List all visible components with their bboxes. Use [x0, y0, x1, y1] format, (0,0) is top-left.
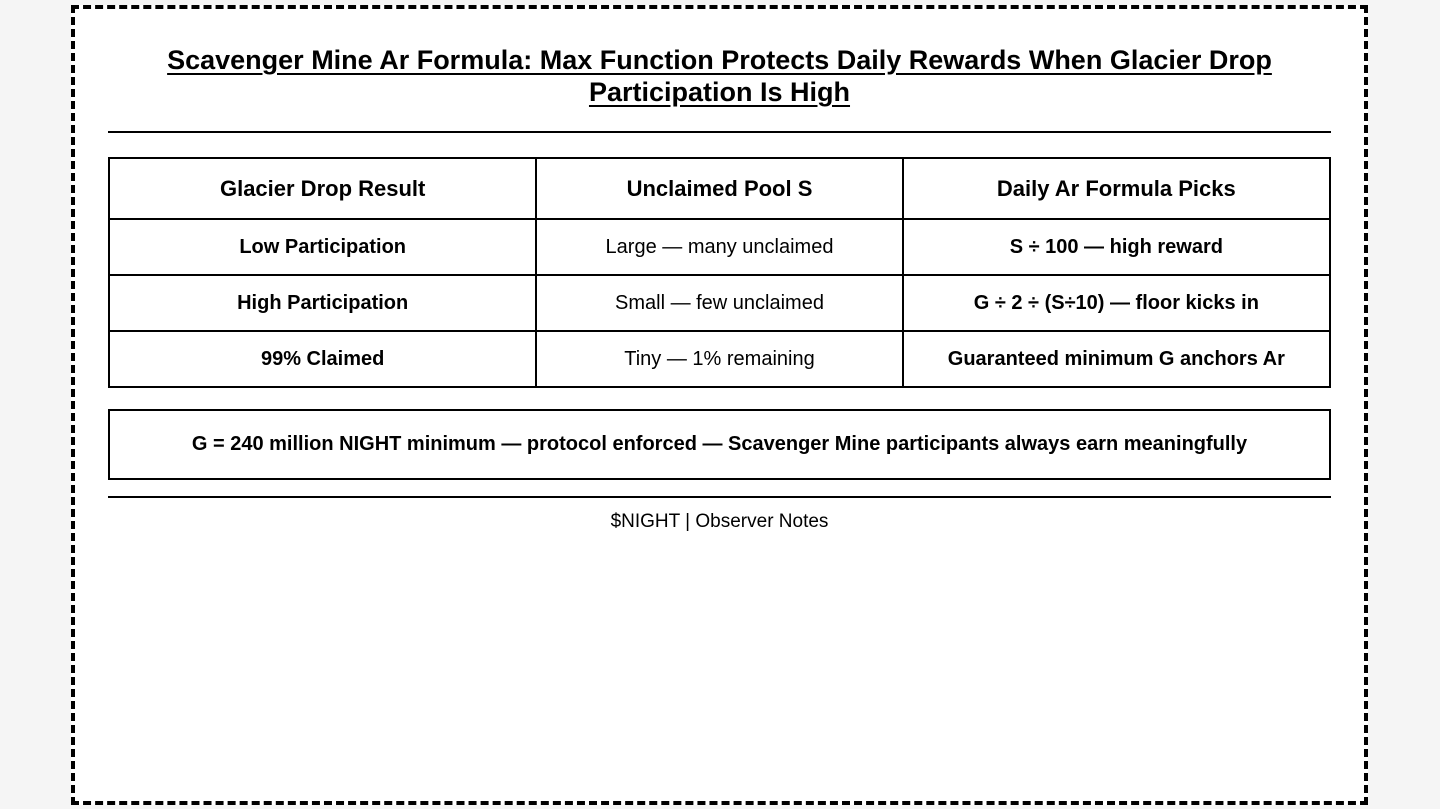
column-header-unclaimed-pool: Unclaimed Pool S [536, 158, 902, 219]
row-label: Low Participation [109, 219, 536, 275]
column-header-formula-picks: Daily Ar Formula Picks [903, 158, 1330, 219]
formula-cell: Guaranteed minimum G anchors Ar [903, 331, 1330, 387]
footer-credit: $NIGHT | Observer Notes [610, 511, 829, 532]
table-header-row [109, 158, 1330, 219]
content-area [108, 9, 1331, 533]
note-text: G = 240 million NIGHT minimum — protocol enforced — Scavenger Mine participants always earn meaningfully [191, 433, 1248, 455]
pool-cell: Tiny — 1% remaining [536, 331, 902, 387]
page-title: Scavenger Mine Ar Formula: Max Function Protects Daily Rewards When Glacier Drop Participation Is High [167, 45, 1272, 107]
pool-cell: Small — few unclaimed [536, 275, 902, 331]
column-header-glacier-drop-result: Glacier Drop Result [109, 158, 536, 219]
bottom-divider [108, 496, 1331, 498]
top-divider [108, 131, 1331, 133]
row-label: High Participation [109, 275, 536, 331]
minimum-guarantee-note [108, 409, 1331, 480]
pool-cell: Large — many unclaimed [536, 219, 902, 275]
formula-cell: S ÷ 100 — high reward [903, 219, 1330, 275]
row-label: 99% Claimed [109, 331, 536, 387]
formula-cell: G ÷ 2 ÷ (S÷10) — floor kicks in [903, 275, 1330, 331]
dashed-frame [71, 5, 1368, 805]
table-row [109, 219, 1330, 275]
table-row [109, 275, 1330, 331]
table-row [109, 331, 1330, 387]
comparison-table [108, 157, 1331, 388]
